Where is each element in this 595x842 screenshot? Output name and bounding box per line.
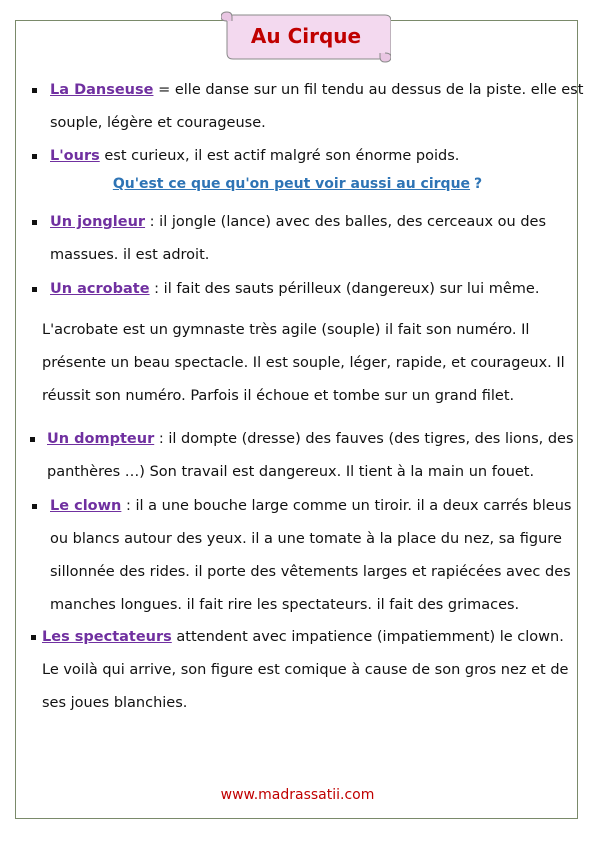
acrobate-para-line-2: présente un beau spectacle. Il est souple, léger, rapide, et courageux. Il: [42, 355, 565, 371]
bullet-dompteur: [30, 437, 35, 442]
jongleur-line-2: massues. il est adroit.: [50, 247, 210, 263]
question-mark: ?: [474, 176, 483, 192]
dompteur-text: : il dompte (dresse) des fauves (des tigres, des lions, des: [154, 431, 574, 447]
bullet-spectateurs: [31, 635, 36, 640]
term-spectateurs: Les spectateurs: [42, 629, 172, 645]
acrobate-text: : il fait des sauts périlleux (dangereux) sur lui même.: [149, 281, 540, 297]
acrobate-line: [50, 273, 539, 306]
question-text: Qu'est ce que qu'on peut voir aussi au cirque: [112, 176, 471, 192]
title-banner: [221, 9, 391, 65]
term-dompteur: Un dompteur: [47, 431, 155, 447]
term-acrobate: Un acrobate: [50, 281, 150, 297]
danseuse-line-2: souple, légère et courageuse.: [50, 115, 266, 131]
clown-line-1: [50, 490, 571, 523]
jongleur-text: : il jongle (lance) avec des balles, des cerceaux ou des: [145, 214, 547, 230]
spectateurs-line-1: [42, 621, 564, 654]
term-danseuse: La Danseuse: [50, 82, 154, 98]
danseuse-line-1: [50, 74, 583, 107]
bullet-acrobate: [32, 287, 37, 292]
dompteur-line-1: [47, 423, 574, 456]
ours-text: est curieux, il est actif malgré son énorme poids.: [99, 148, 460, 164]
jongleur-line-1: [50, 206, 546, 239]
footer-website[interactable]: www.madrassatii.com: [220, 787, 375, 803]
spectateurs-line-3: ses joues blanchies.: [42, 695, 188, 711]
danseuse-text: = elle danse sur un fil tendu au dessus de la piste. elle est: [153, 82, 584, 98]
question-heading: [0, 176, 595, 192]
term-jongleur: Un jongleur: [50, 214, 146, 230]
clown-line-2: ou blancs autour des yeux. il a une tomate à la place du nez, sa figure: [50, 531, 562, 547]
bullet-danseuse: [32, 88, 37, 93]
dompteur-line-2: panthères …) Son travail est dangereux. Il tient à la main un fouet.: [47, 464, 535, 480]
spectateurs-line-2: Le voilà qui arrive, son figure est comique à cause de son gros nez et de: [42, 662, 569, 678]
bullet-jongleur: [32, 220, 37, 225]
bullet-ours: [32, 154, 37, 159]
acrobate-para-line-1: L'acrobate est un gymnaste très agile (souple) il fait son numéro. Il: [42, 322, 530, 338]
acrobate-para-line-3: réussit son numéro. Parfois il échoue et tombe sur un grand filet.: [42, 388, 515, 404]
spectateurs-text: attendent avec impatience (impatiemment) le clown.: [171, 629, 564, 645]
term-clown: Le clown: [50, 498, 122, 514]
term-ours: L'ours: [50, 148, 100, 164]
ours-line: [50, 140, 459, 173]
page-title: Au Cirque: [250, 24, 362, 48]
clown-line-4: manches longues. il fait rire les spectateurs. il fait des grimaces.: [50, 597, 520, 613]
bullet-clown: [32, 504, 37, 509]
clown-line-3: sillonnée des rides. il porte des vêtements larges et rapiécées avec des: [50, 564, 571, 580]
clown-text: : il a une bouche large comme un tiroir. il a deux carrés bleus: [121, 498, 572, 514]
